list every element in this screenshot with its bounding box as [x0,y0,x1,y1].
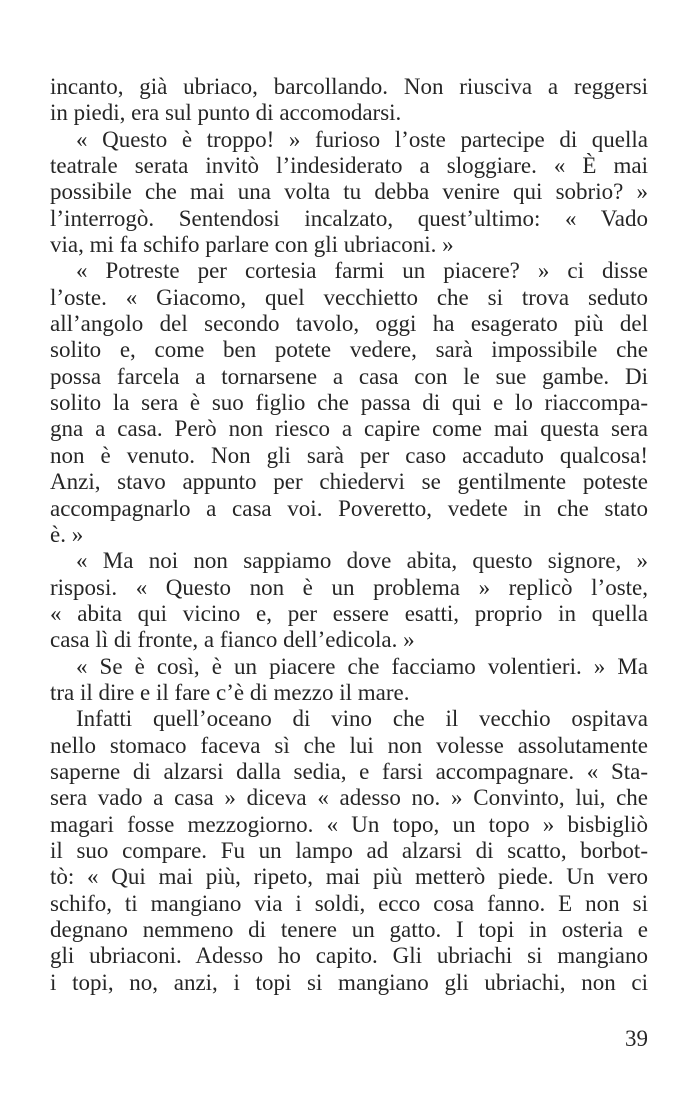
text-line: « Questo è troppo! » furioso l’oste partecipe di quella [76,126,648,152]
text-line: « Ma noi non sappiamo dove abita, questo signore, » [76,548,648,574]
text-line: solito e, come ben potete vedere, sarà impossibile che [50,337,648,363]
text-line: è. » [50,521,84,547]
text-line: magari fosse mezzogiorno. « Un topo, un topo » bisbigliò [50,811,648,837]
text-line: gna a casa. Però non riesco a capire come mai questa sera [50,416,648,442]
body-text [50,74,648,996]
text-line: « Se è così, è un piacere che facciamo volentieri. » Ma [76,653,648,679]
text-line: tò: « Qui mai più, ripeto, mai più metterò piede. Un vero [50,864,648,890]
text-line: incanto, già ubriaco, barcollando. Non riusciva a reggersi [50,74,648,99]
text-line: non è venuto. Non gli sarà per caso accaduto qualcosa! [50,442,648,468]
text-line: teatrale serata invitò l’indesiderato a sloggiare. « È mai [50,153,648,179]
text-line: degnano nemmeno di tenere un gatto. I topi in osteria e [50,917,648,942]
text-line: saperne di alzarsi dalla sedia, e farsi accompagnare. « Sta- [50,758,648,784]
text-line: Infatti quell’oceano di vino che il vecchio ospitava [76,706,648,732]
text-line: possibile che mai una volta tu debba venire qui sobrio? » [50,179,648,205]
text-line: tra il dire e il fare c’è di mezzo il mare. [50,679,410,705]
text-line: Anzi, stavo appunto per chiedervi se gentilmente poteste [50,469,648,495]
text-line: sera vado a casa » diceva « adesso no. » Convinto, lui, che [50,785,648,811]
text-line: casa lì di fronte, a fianco dell’edicola. » [50,627,415,653]
text-line: gli ubriaconi. Adesso ho capito. Gli ubriachi si mangiano [50,943,648,969]
text-line: il suo compare. Fu un lampo ad alzarsi di scatto, borbot- [50,837,648,863]
text-line: l’oste. « Giacomo, quel vecchietto che si trova seduto [50,284,648,310]
text-line: possa farcela a tornarsene a casa con le sue gambe. Di [50,363,648,389]
text-line: in piedi, era sul punto di accomodarsi. [50,100,402,126]
text-line: via, mi fa schifo parlare con gli ubriaconi. » [50,232,454,258]
text-line: schifo, ti mangiano via i soldi, ecco cosa fanno. E non si [50,890,648,916]
text-line: l’interrogò. Sentendosi incalzato, quest’ultimo: « Vado [50,205,648,231]
text-line: accompagnarlo a casa voi. Poveretto, vedete in che stato [50,495,648,521]
text-line: « abita qui vicino e, per essere esatti, proprio in quella [50,600,648,626]
text-line: solito la sera è suo figlio che passa di qui e lo riaccompa- [50,390,648,416]
page-number: 39 [625,1026,648,1051]
text-line: all’angolo del secondo tavolo, oggi ha esagerato più del [50,311,648,337]
text-line: risposi. « Questo non è un problema » replicò l’oste, [50,574,648,600]
text-line: « Potreste per cortesia farmi un piacere? » ci disse [76,258,648,284]
text-line: nello stomaco faceva sì che lui non volesse assolutamente [50,732,648,758]
text-line: i topi, no, anzi, i topi si mangiano gli ubriachi, non ci [50,969,648,995]
